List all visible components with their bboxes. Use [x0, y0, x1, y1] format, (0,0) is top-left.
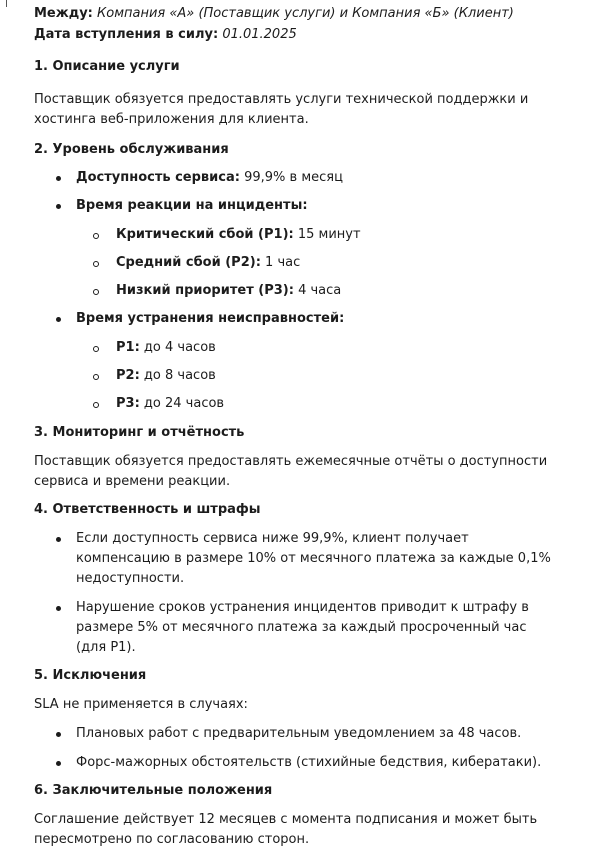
effective-date-line: [34, 25, 564, 45]
response-time-label: Время реакции на инциденты:: [76, 198, 308, 213]
fix-p2-label: P2:: [116, 368, 140, 383]
section-4-title: 4. Ответственность и штрафы: [34, 502, 261, 517]
penalty-item-1: Если доступность сервиса ниже 99,9%, клиент получает компенсацию в размере 10% от месячного платежа за каждые 0,1% недоступности.: [34, 529, 554, 589]
fix-time-label: Время устранения неисправностей:: [76, 311, 345, 326]
exclusion-item-1: Плановых работ с предварительным уведомлением за 48 часов.: [34, 724, 564, 744]
fix-p3-label: P3:: [116, 396, 140, 411]
penalty-item-2: Нарушение сроков устранения инцидентов приводит к штрафу в размере 5% от месячного платежа за каждый просроченный час (для P1).: [34, 598, 554, 658]
availability-label: Доступность сервиса:: [76, 170, 240, 185]
availability-item: [34, 168, 564, 188]
parties-line: [34, 4, 564, 24]
response-p2-value: 1 час: [265, 255, 301, 270]
section-3-text: Поставщик обязуется предоставлять ежемесячные отчёты о доступности сервиса и времени реакции.: [34, 454, 548, 489]
fix-p1: [34, 338, 564, 358]
section-1-title: 1. Описание услуги: [34, 59, 180, 74]
parties-label: Между:: [34, 6, 93, 21]
section-5-title: 5. Исключения: [34, 668, 147, 683]
fix-p3: [34, 394, 564, 414]
response-p1-value: 15 минут: [297, 227, 361, 242]
section-5-intro: SLA не применяется в случаях:: [34, 697, 248, 712]
response-p3: [34, 281, 564, 301]
availability-value: 99,9% в месяц: [244, 170, 343, 185]
section-1-text: Поставщик обязуется предоставлять услуги технической поддержки и хостинга веб-приложения для клиента.: [34, 92, 529, 127]
service-level-list: [34, 168, 564, 216]
section-6-text: Соглашение действует 12 месяцев с момента подписания и может быть пересмотрено по согласованию сторон.: [34, 812, 538, 847]
fix-p3-value: до 24 часов: [143, 396, 225, 411]
section-6-title: 6. Заключительные положения: [34, 783, 273, 798]
section-3-title: 3. Мониторинг и отчётность: [34, 425, 245, 440]
fix-p2: [34, 366, 564, 386]
page-edge-mark: [6, 0, 7, 7]
response-time-sublist: [34, 225, 564, 301]
fix-time-sublist: [34, 338, 564, 414]
parties-value: Компания «А» (Поставщик услуги) и Компания «Б» (Клиент): [97, 6, 514, 21]
fix-p1-value: до 4 часов: [143, 340, 216, 355]
fix-p1-label: P1:: [116, 340, 140, 355]
fix-p2-value: до 8 часов: [143, 368, 216, 383]
exclusion-item-2: Форс-мажорных обстоятельств (стихийные бедствия, кибератаки).: [34, 753, 564, 773]
fix-time-list: [34, 309, 564, 329]
response-p1: [34, 225, 564, 245]
response-p2-label: Средний сбой (P2):: [116, 255, 261, 270]
fix-time-item: [34, 309, 564, 329]
section-2-title: 2. Уровень обслуживания: [34, 142, 229, 157]
response-time-item: [34, 196, 564, 216]
sla-document: [34, 4, 564, 850]
exclusions-list: [34, 724, 564, 773]
penalties-list: [34, 529, 564, 658]
response-p3-value: 4 часа: [298, 283, 342, 298]
response-p3-label: Низкий приоритет (P3):: [116, 283, 294, 298]
effective-date-label: Дата вступления в силу:: [34, 27, 219, 42]
response-p1-label: Критический сбой (P1):: [116, 227, 294, 242]
effective-date-value: 01.01.2025: [222, 27, 297, 42]
response-p2: [34, 253, 564, 273]
